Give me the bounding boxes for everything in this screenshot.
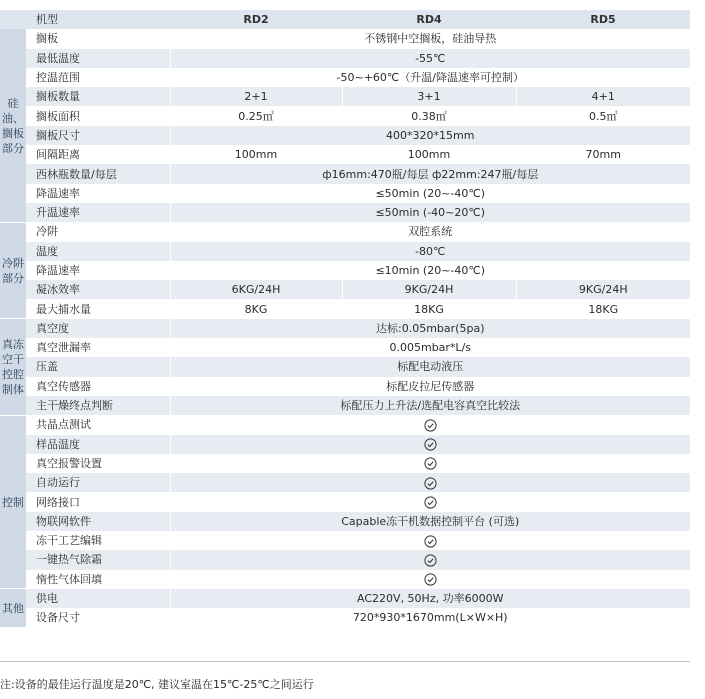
table-row — [0, 222, 690, 241]
value-cell: Capable冻干机数据控制平台 (可选) — [170, 512, 690, 531]
table-row — [0, 531, 690, 550]
value-cell: 3+1 — [342, 87, 516, 106]
value-cell: 70mm — [516, 145, 690, 164]
category-label: 控制 — [0, 415, 26, 589]
param-label: 搁板 — [26, 29, 170, 48]
table-row — [0, 319, 690, 338]
table-row — [0, 184, 690, 203]
param-label: 西林瓶数量/每层 — [26, 164, 170, 183]
category-label: 其他 — [0, 589, 26, 628]
param-label: 最大捕水量 — [26, 299, 170, 318]
check-circle-icon — [424, 477, 437, 490]
value-cell: 18KG — [516, 299, 690, 318]
check-cell — [170, 435, 690, 454]
table-row — [0, 396, 690, 415]
value-cell: 720*930*1670mm(L×W×H) — [170, 608, 690, 627]
value-cell: ≤10min (20~-40℃) — [170, 261, 690, 280]
table-row — [0, 280, 690, 299]
table-row — [0, 203, 690, 222]
param-label: 网络接口 — [26, 492, 170, 511]
param-label: 样品温度 — [26, 435, 170, 454]
value-cell: 100mm — [170, 145, 342, 164]
check-circle-icon — [424, 535, 437, 548]
param-label: 降温速率 — [26, 184, 170, 203]
param-label: 搁板面积 — [26, 106, 170, 125]
value-cell: 不锈钢中空搁板，硅油导热 — [170, 29, 690, 48]
table-row — [0, 377, 690, 396]
param-label: 自动运行 — [26, 473, 170, 492]
value-cell: 400*320*15mm — [170, 126, 690, 145]
table-row — [0, 357, 690, 376]
value-cell: 0.25㎡ — [170, 106, 342, 125]
header-model-rd4: RD4 — [342, 10, 516, 29]
param-label: 搁板数量 — [26, 87, 170, 106]
param-label: 共晶点测试 — [26, 415, 170, 434]
param-label: 真空传感器 — [26, 377, 170, 396]
table-row — [0, 435, 690, 454]
category-label: 硅油、搁板部分 — [0, 29, 26, 222]
table-row — [0, 145, 690, 164]
value-cell: 达标:0.05mbar(5pa) — [170, 319, 690, 338]
table-row — [0, 106, 690, 125]
check-circle-icon — [424, 457, 437, 470]
value-cell: 0.5㎡ — [516, 106, 690, 125]
value-cell: -55℃ — [170, 49, 690, 68]
param-label: 间隔距离 — [26, 145, 170, 164]
table-row — [0, 49, 690, 68]
param-label: 搁板尺寸 — [26, 126, 170, 145]
param-label: 设备尺寸 — [26, 608, 170, 627]
table-row — [0, 164, 690, 183]
check-cell — [170, 531, 690, 550]
table-row — [0, 242, 690, 261]
value-cell: 9KG/24H — [342, 280, 516, 299]
value-cell: 9KG/24H — [516, 280, 690, 299]
param-label: 凝冰效率 — [26, 280, 170, 299]
value-cell: 6KG/24H — [170, 280, 342, 299]
value-cell: 双腔系统 — [170, 222, 690, 241]
value-cell: 0.005mbar*L/s — [170, 338, 690, 357]
spec-table — [0, 10, 690, 628]
check-circle-icon — [424, 496, 437, 509]
param-label: 控温范围 — [26, 68, 170, 87]
param-label: 物联网软件 — [26, 512, 170, 531]
param-label: 升温速率 — [26, 203, 170, 222]
table-row — [0, 29, 690, 48]
header-category-cell — [0, 10, 26, 29]
table-row — [0, 299, 690, 318]
header-param-label: 机型 — [26, 10, 170, 29]
table-header-row — [0, 10, 690, 29]
table-row — [0, 608, 690, 627]
param-label: 一键热气除霜 — [26, 550, 170, 569]
table-row — [0, 589, 690, 608]
table-row — [0, 338, 690, 357]
param-label: 供电 — [26, 589, 170, 608]
spec-body — [0, 29, 690, 627]
param-label: 惰性气体回填 — [26, 570, 170, 589]
check-circle-icon — [424, 573, 437, 586]
header-model-rd2: RD2 — [170, 10, 342, 29]
check-cell — [170, 492, 690, 511]
category-label: 冷阱部分 — [0, 222, 26, 318]
value-cell: 0.38㎡ — [342, 106, 516, 125]
param-label: 冷阱 — [26, 222, 170, 241]
value-cell: -50~+60℃（升温/降温速率可控制） — [170, 68, 690, 87]
table-row — [0, 415, 690, 434]
value-cell: 8KG — [170, 299, 342, 318]
table-row — [0, 570, 690, 589]
table-row — [0, 87, 690, 106]
value-cell: ≤50min (20~-40℃) — [170, 184, 690, 203]
check-cell — [170, 415, 690, 434]
check-circle-icon — [424, 438, 437, 451]
param-label: 真空报警设置 — [26, 454, 170, 473]
check-cell — [170, 570, 690, 589]
param-label: 最低温度 — [26, 49, 170, 68]
check-cell — [170, 550, 690, 569]
table-row — [0, 512, 690, 531]
value-cell: 100mm — [342, 145, 516, 164]
value-cell: 标配皮拉尼传感器 — [170, 377, 690, 396]
param-label: 主干燥终点判断 — [26, 396, 170, 415]
footnote: 注:设备的最佳运行温度是20℃, 建议室温在15℃-25℃之间运行 — [0, 678, 314, 691]
value-cell: ф16mm:470瓶/每层 ф22mm:247瓶/每层 — [170, 164, 690, 183]
check-cell — [170, 454, 690, 473]
table-row — [0, 492, 690, 511]
value-cell: 18KG — [342, 299, 516, 318]
value-cell: 标配电动液压 — [170, 357, 690, 376]
value-cell: -80℃ — [170, 242, 690, 261]
value-cell: 标配压力上升法/选配电容真空比较法 — [170, 396, 690, 415]
param-label: 真空泄漏率 — [26, 338, 170, 357]
table-row — [0, 550, 690, 569]
param-label: 压盖 — [26, 357, 170, 376]
check-circle-icon — [424, 419, 437, 432]
param-label: 真空度 — [26, 319, 170, 338]
header-model-rd5: RD5 — [516, 10, 690, 29]
param-label: 冻干工艺编辑 — [26, 531, 170, 550]
category-label: 真冻空干控腔制体 — [0, 319, 26, 415]
param-label: 温度 — [26, 242, 170, 261]
value-cell: 2+1 — [170, 87, 342, 106]
check-cell — [170, 473, 690, 492]
param-label: 降温速率 — [26, 261, 170, 280]
table-row — [0, 454, 690, 473]
table-row — [0, 473, 690, 492]
table-row — [0, 68, 690, 87]
table-row — [0, 261, 690, 280]
value-cell: 4+1 — [516, 87, 690, 106]
check-circle-icon — [424, 554, 437, 567]
value-cell: ≤50min (-40~20℃) — [170, 203, 690, 222]
table-row — [0, 126, 690, 145]
bottom-divider — [0, 661, 690, 662]
value-cell: AC220V, 50Hz, 功率6000W — [170, 589, 690, 608]
